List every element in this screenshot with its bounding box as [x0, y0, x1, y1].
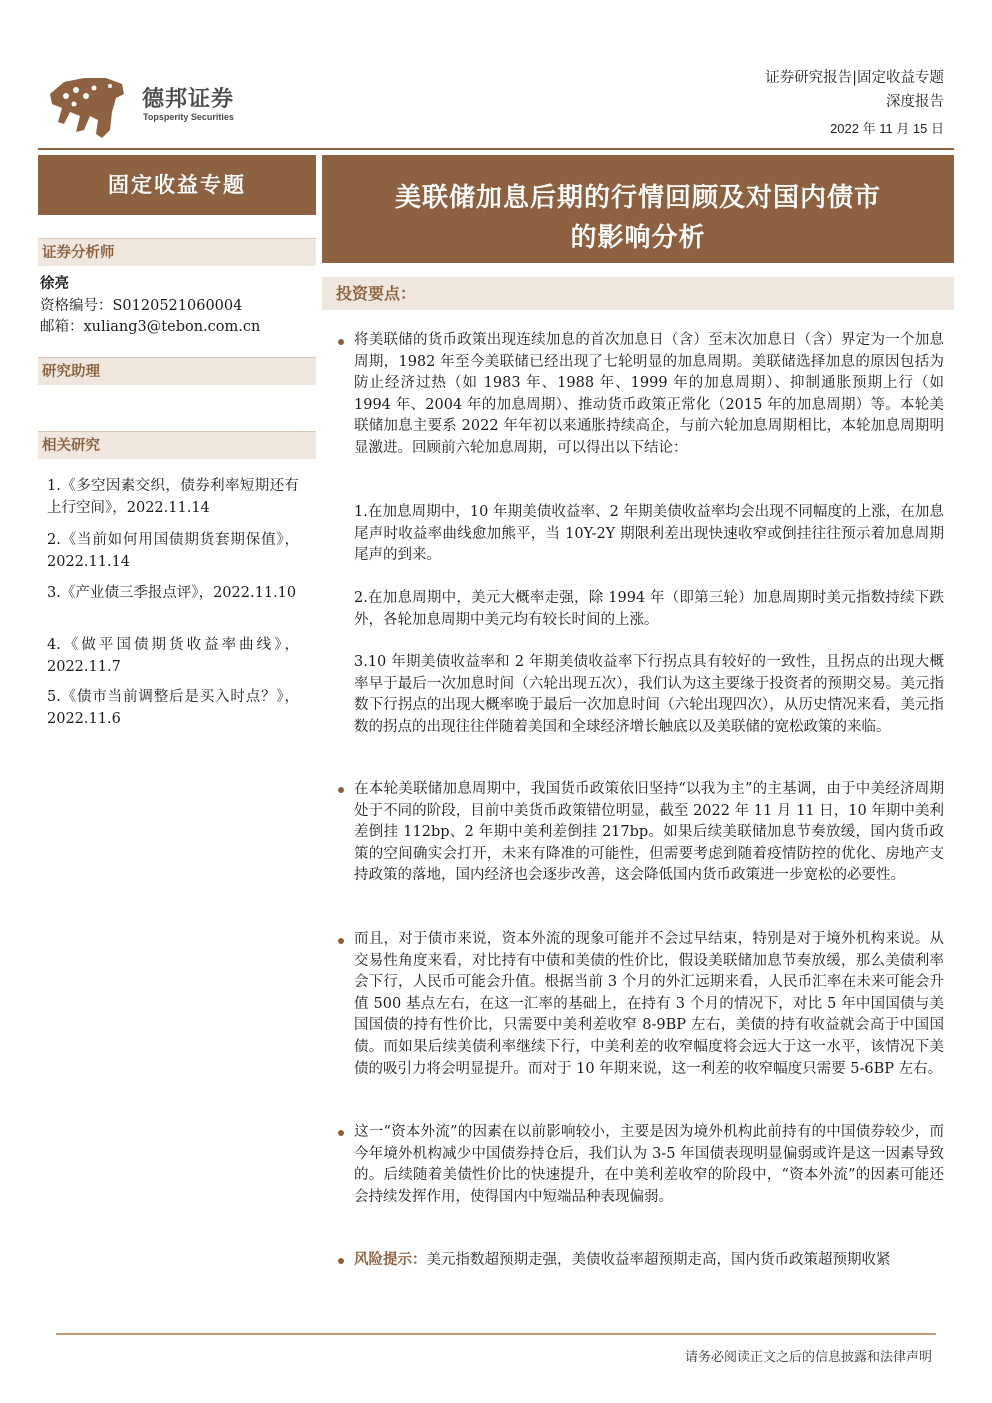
report-type: 深度报告 — [886, 94, 944, 110]
related-item[interactable]: 3.《产业债三季报点评》，2022.11.10 — [47, 585, 297, 601]
header-divider — [38, 148, 954, 150]
related-item[interactable]: 5.《债市当前调整后是买入时点？》，2022.11.6 — [47, 689, 299, 727]
bullet-icon — [338, 1258, 344, 1264]
conclusion-3: 3.10 年期美债收益率和 2 年期美债收益率下行拐点具有较好的一致性，且拐点的出现大概率早于最后一次加息时间（六轮出现五次），我们认为这主要缘于投资者的预期交易。美元指数下行拐点的出现大概率晚于最后一次加息时间（六轮出现四次），从历史情况来看，美元指数的拐点的出现往往伴随着美国和全球经济增长触底以及美联储的宽松政策的来临。 — [354, 654, 944, 735]
title-line-1: 美联储加息后期的行情回顾及对国内债市 — [394, 183, 881, 213]
bullet-icon — [338, 1130, 344, 1136]
bullet-icon — [338, 339, 344, 345]
related-item[interactable]: 1.《多空因素交织，债券利率短期还有上行空间》，2022.11.14 — [47, 478, 299, 516]
analyst-heading: 证券分析师 — [38, 238, 316, 266]
invest-points-heading: 投资要点： — [322, 277, 954, 310]
invest-paragraph-3: 而且，对于债市来说，资本外流的现象可能并不会过早结束，特别是对于境外机构来说。从交易性角度来看，对比持有中债和美债的性价比，假设美联储加息节奏放缓，那么美债利率会下行，人民币可能会升值。根据当前 3 个月的外汇远期来看，人民币汇率在未来可能会升值 500 基点左右，在这一汇率的基础上，在持有 3 个月的情况下，对比 5 年中国国债与美国国债的持有性价比，只需要中美利差收窄 8-9BP 左右，美债的持有收益就会高于中国国债。而如果后续美债利率继续下行，中美利差的收窄幅度将会远大于这一水平，该情况下美债的吸引力将会明显提升。而对于 10 年期来说，这一利差的收窄幅度只需要 5-6BP 左右。 — [354, 931, 944, 1077]
risk-text: 美元指数超预期走强，美债收益率超预期走高，国内货币政策超预期收紧 — [426, 1252, 891, 1268]
logo-name-cn: 德邦证券 — [142, 87, 235, 112]
analyst-name: 徐亮 — [40, 275, 69, 292]
logo-name-en: Topsperity Securities — [143, 112, 234, 122]
bullet-icon — [338, 938, 344, 944]
report-category: 证券研究报告|固定收益专题 — [765, 70, 944, 86]
leopard-logo-icon — [44, 72, 126, 142]
risk-label: 风险提示： — [354, 1251, 427, 1268]
risk-warning — [354, 1249, 944, 1272]
company-logo — [44, 72, 254, 142]
analyst-email: 邮箱：xuliang3@tebon.com.cn — [40, 319, 261, 335]
conclusion-1: 1.在加息周期中，10 年期美债收益率、2 年期美债收益率均会出现不同幅度的上涨，在加息尾声时收益率曲线愈加熊平，当 10Y-2Y 期限利差出现快速收窄或倒挂往往预示着加息周期尾声的到来。 — [354, 504, 944, 564]
invest-paragraph-1: 将美联储的货币政策出现连续加息的首次加息日（含）至末次加息日（含）界定为一个加息周期，1982 年至今美联储已经出现了七轮明显的加息周期。美联储选择加息的原因包括为防止经济过热（如 1983 年、1988 年、1999 年的加息周期）、抑制通胀预期上行（如 1994 年、2004 年的加息周期）、推动货币政策正常化（2015 年的加息周期）等。本轮美联储加息主要系 2022 年年初以来通胀持续高企，与前六轮加息周期相比，本轮加息周期明显激进。回顾前六轮加息周期，可以得出以下结论： — [354, 332, 944, 456]
conclusion-2: 2.在加息周期中，美元大概率走强，除 1994 年（即第三轮）加息周期时美元指数持续下跌外，各轮加息周期中美元均有较长时间的上涨。 — [354, 590, 944, 628]
report-title — [322, 155, 954, 263]
invest-paragraph-2: 在本轮美联储加息周期中，我国货币政策依旧坚持“以我为主”的主基调，由于中美经济周期处于不同的阶段，目前中美货币政策错位明显，截至 2022 年 11 月 11 日，10 年期中美利差倒挂 112bp、2 年期中美利差倒挂 217bp。如果后续美联储加息节奏放缓，国内货币政策的空间确实会打开，未来有降准的可能性，但需要考虑到随着疫情防控的优化、房地产支持政策的落地，国内经济也会逐步改善，这会降低国内货币政策进一步宽松的必要性。 — [354, 781, 944, 884]
invest-paragraph-4: 这一“资本外流”的因素在以前影响较小，主要是因为境外机构此前持有的中国债券较少，而今年境外机构减少中国债券持仓后，我们认为 3-5 年国债表现明显偏弱或许是这一因素导致的。后续随着美债性价比的快速提升，在中美利差收窄的阶段中，“资本外流”的因素可能还会持续发挥作用，使得国内中短端品种表现偏弱。 — [354, 1124, 944, 1205]
related-item[interactable]: 4.《做平国债期货收益率曲线》，2022.11.7 — [47, 637, 299, 675]
bullet-icon — [338, 787, 344, 793]
related-heading: 相关研究 — [38, 431, 316, 459]
report-date: 2022 年 11 月 15 日 — [830, 121, 944, 136]
related-item[interactable]: 2.《当前如何用国债期货套期保值》，2022.11.14 — [47, 532, 299, 570]
footer-disclaimer[interactable]: 请务必阅读正文之后的信息披露和法律声明 — [684, 1350, 932, 1365]
footer-divider — [56, 1333, 936, 1335]
analyst-cert: 资格编号：S0120521060004 — [40, 298, 243, 314]
section-banner: 固定收益专题 — [38, 155, 316, 215]
assistant-heading: 研究助理 — [38, 357, 316, 385]
title-line-2: 的影响分析 — [570, 223, 706, 253]
